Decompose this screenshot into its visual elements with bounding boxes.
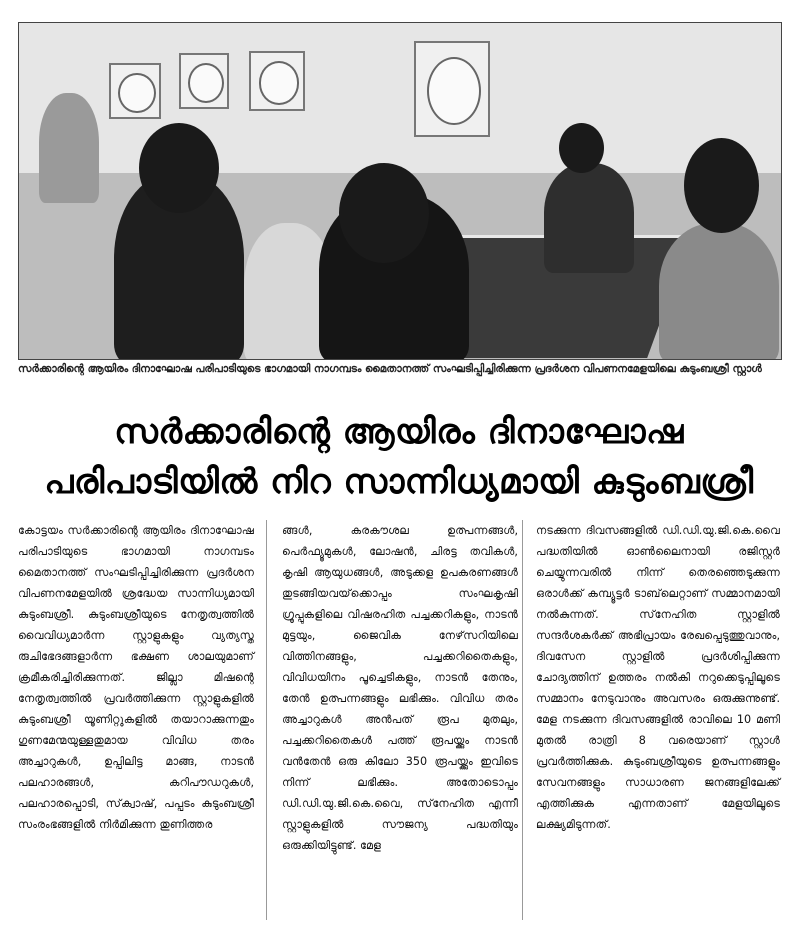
photo-person-head: [559, 123, 604, 173]
photo-poster: [249, 51, 305, 111]
column-divider: [522, 520, 523, 920]
column-divider: [266, 520, 267, 920]
news-photo: [18, 22, 782, 360]
photo-person-head: [339, 163, 429, 263]
article-column-1: [18, 520, 254, 835]
article-text: നടക്കുന്ന ദിവസങ്ങളിൽ ഡി.ഡി.യു.ജി.കെ.വൈ പദ്ധതിയിൽ ഓൺലൈനായി രജിസ്റ്റർ ചെയ്യുന്നവരിൽ നിന്ന് തെരഞ്ഞെടുക്കുന്ന ഒരാൾക്ക് കമ്പ്യൂട്ടർ ടാബ്‌ലെറ്റാണ് സമ്മാനമായി നൽകുന്നത്. സ്‌നേഹിത സ്റ്റാളിൽ സന്ദർശകർക്ക് അഭിപ്രായം രേഖപ്പെടുത്തുവാനും, ദിവസേന സ്റ്റാളിൽ പ്രദർശിപ്പിക്കുന്ന ചോദ്യത്തിന് ഉത്തരം നൽകി നറുക്കെടുപ്പിലൂടെ സമ്മാനം നേടുവാനും അവസരം ഒരുക്കുന്നുണ്ട്. മേള നടക്കുന്ന ദിവസങ്ങളിൽ രാവിലെ 10 മണി മുതൽ രാത്രി 8 വരെയാണ് സ്റ്റാൾ പ്രവർത്തിക്കുക. കുടുംബശ്രീയുടെ ഉത്പന്നങ്ങളും സേവനങ്ങളും സാധാരണ ജനങ്ങളിലേക്ക് എത്തിക്കുക എന്നതാണ് മേളയിലൂടെ ലക്ഷ്യമിടുന്നത്.: [536, 524, 780, 831]
photo-person: [544, 163, 634, 273]
article-text: ങ്ങൾ, കരകൗശല ഉത്പന്നങ്ങൾ, പെർഫ്യൂമുകൾ, ലോഷൻ, ചിരട്ട തവികൾ, കൃഷി ആയുധങ്ങൾ, അടുക്കള ഉപകരണങ്ങൾ തുടങ്ങിയവയ്‌ക്കൊപ്പം സംഘകൃഷി ഗ്രൂപ്പുകളിലെ വിഷരഹിത പച്ചക്കറികളും, നാടൻ മുട്ടയും, ജൈവിക നേഴ്‌സറിയിലെ വിത്തിനങ്ങളും, പച്ചക്കറിതൈകളും, വിവിധയിനം പൂച്ചെടികളും, നാടൻ തേനും, തേൻ ഉത്പന്നങ്ങളും ലഭിക്കും. വിവിധ തരം അച്ചാറുകൾ അൻപത് രൂപ മുതലും, പച്ചക്കറിതൈകൾ പത്ത് രൂപയ്ക്കും നാടൻ വൻതേൻ ഒരു കിലോ 350 രൂപയ്ക്കും ഇവിടെ നിന്ന് ലഭിക്കും. അതോടൊപ്പം ഡി.ഡി.യു.ജി.കെ.വൈ, സ്‌നേഹിത എന്നീ സ്റ്റാളുകളിൽ സൗജന്യ പദ്ധതിയും ഒരുക്കിയിട്ടുണ്ട്. മേള: [282, 524, 518, 852]
photo-person-head: [139, 123, 219, 213]
headline-line-2: പരിപാടിയിൽ നിറ സാന്നിധ്യമായി കുടുംബശ്രീ: [44, 462, 754, 502]
article-column-2: [282, 520, 518, 856]
photo-person: [659, 223, 779, 360]
photo-person-head: [684, 138, 759, 233]
photo-poster: [179, 53, 229, 109]
photo-caption: സർക്കാരിന്റെ ആയിരം ദിനാഘോഷ പരിപാടിയുടെ ഭാഗമായി നാഗമ്പടം മൈതാനത്ത് സംഘടിപ്പിച്ചിരിക്കുന്ന പ്രദർശന വിപണനമേളയിലെ കുടുംബശ്രീ സ്റ്റാൾ: [18, 363, 762, 375]
photo-poster: [414, 41, 490, 137]
article-column-3: [536, 520, 780, 835]
headline-line-1: സർക്കാരിന്റെ ആയിരം ദിനാഘോഷ: [114, 412, 684, 452]
photo-poster: [109, 63, 161, 119]
photo-person: [39, 93, 99, 203]
article-text: കോട്ടയം സർക്കാരിന്റെ ആയിരം ദിനാഘോഷ പരിപാടിയുടെ ഭാഗമായി നാഗമ്പടം മൈതാനത്ത് സംഘടിപ്പിച്ചിരിക്കുന്ന പ്രദർശന വിപണനമേളയിൽ ശ്രദ്ധേയ സാന്നിധ്യമായി കുടുംബശ്രീ. കുടുംബശ്രീയുടെ നേതൃത്വത്തിൽ വൈവിധ്യമാർന്ന സ്റ്റാളുകളും വ്യത്യസ്ത രുചിഭേദങ്ങളാർന്ന ഭക്ഷണ ശാലയുമാണ് ക്രമീകരിച്ചിരിക്കുന്നത്. ജില്ലാ മിഷന്റെ നേതൃത്വത്തിൽ പ്രവർത്തിക്കുന്ന സ്റ്റാളുകളിൽ കുടുംബശ്രീ യൂണിറ്റുകളിൽ തയാറാക്കുന്നതും ഗുണമേന്മയുള്ളതുമായ വിവിധ തരം അച്ചാറുകൾ, ഉപ്പിലിട്ട മാങ്ങ, നാടൻ പലഹാരങ്ങൾ, കറിപൗഡറുകൾ, പലഹാരപ്പൊടി, സ്‌ക്വാഷ്, പപ്പടം കുടുംബശ്രീ സംരംഭങ്ങളിൽ നിർമിക്കുന്ന തുണിത്തര: [18, 524, 254, 831]
